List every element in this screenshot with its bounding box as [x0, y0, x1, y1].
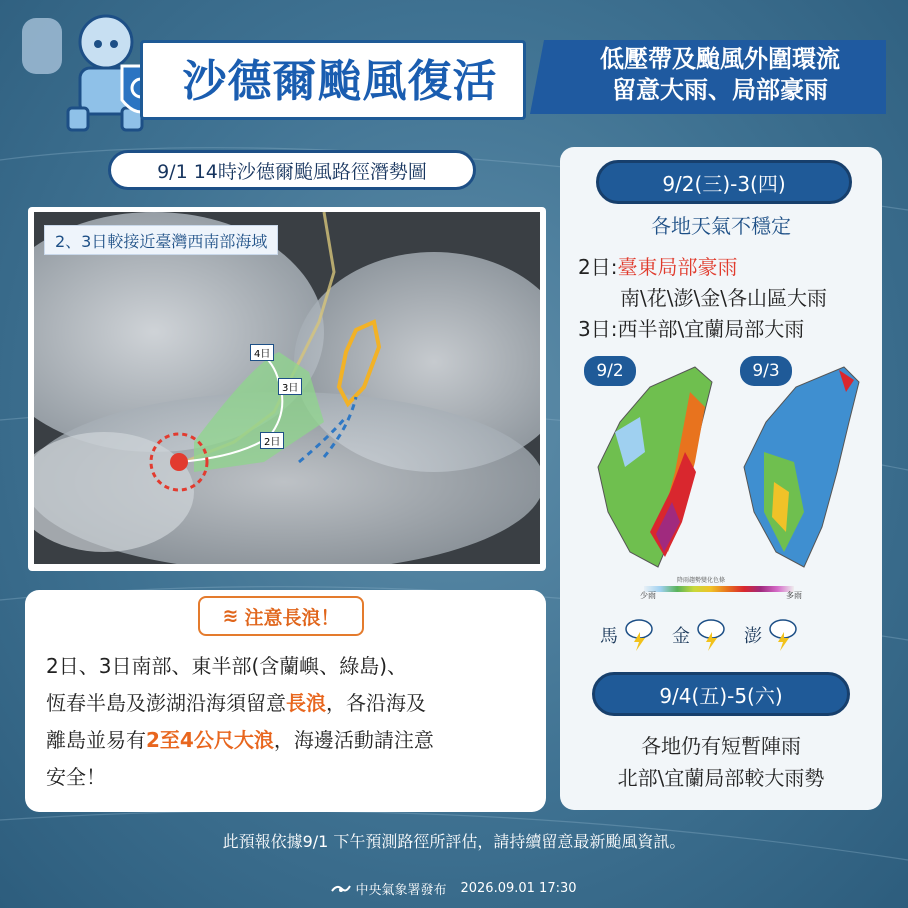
wave-line3 — [46, 722, 536, 759]
island-penghu: 澎 — [744, 626, 762, 647]
issuer-line — [0, 879, 908, 898]
wave-line1: 2日、3日南部、東半部(含蘭嶼、綠島)、 — [46, 654, 408, 678]
rain-map-date-1: 9/2 — [584, 356, 636, 386]
day2-label: 2日: — [578, 255, 618, 279]
track-point-3: 3日 — [278, 378, 302, 395]
track-point-2: 2日 — [260, 432, 284, 449]
island-weather — [600, 612, 840, 658]
island-matsu: 馬 — [600, 626, 618, 647]
wave-icon: ≋ — [222, 605, 239, 627]
wave-line2-a: 恆春半島及澎湖沿海須留意 — [46, 691, 286, 715]
period2-line2: 北部\宜蘭局部較大雨勢 — [617, 766, 825, 790]
wave-line2 — [46, 685, 536, 722]
wave-warning-badge — [198, 596, 364, 636]
island-kinmen: 金 — [672, 626, 690, 647]
thunderstorm-icon — [696, 618, 726, 652]
wave-line3-highlight: 2至4公尺大浪 — [146, 728, 274, 752]
rain-legend-bar — [644, 586, 794, 592]
issue-datetime: 2026.09.01 17:30 — [460, 881, 577, 896]
rain-map-9-2 — [590, 362, 720, 577]
period2-line1: 各地仍有短暫陣雨 — [641, 734, 801, 758]
legend-low: 少雨 — [640, 591, 656, 600]
wave-line4: 安全！ — [46, 765, 106, 789]
day2-rest: 南\花\澎\金\各山區大雨 — [620, 286, 827, 310]
footnote: 此預報依據9/1 下午預測路徑所評估，請持續留意最新颱風資訊。 — [222, 832, 686, 851]
rain-map-9-3 — [734, 362, 864, 577]
daily-forecast — [578, 252, 878, 345]
map-label: 9/1 14時沙德爾颱風路徑潛勢圖 — [108, 150, 476, 190]
map-caption: 2、3日較接近臺灣西南部海域 — [44, 225, 278, 255]
track-point-4: 4日 — [250, 344, 274, 361]
day2-heavy-rain: 臺東局部豪雨 — [617, 255, 738, 279]
wave-line3-b: ，海邊活動請注意 — [273, 728, 434, 752]
legend-high: 多雨 — [786, 591, 802, 600]
thunderstorm-icon — [624, 618, 654, 652]
period2-pill: 9/4(五)-5(六) — [592, 672, 850, 716]
page-title: 沙德爾颱風復活 — [182, 56, 498, 107]
subtitle-line1: 低壓帶及颱風外圍環流 — [600, 45, 840, 73]
subtitle-line2: 留意大雨、局部豪雨 — [612, 76, 828, 104]
issuer-name: 中央氣象署發布 — [355, 883, 447, 898]
wave-line2-b: ，各沿海及 — [326, 691, 426, 715]
wave-line2-highlight: 長浪 — [286, 691, 326, 715]
day3-line: 3日:西半部\宜蘭局部大雨 — [578, 317, 805, 341]
thunderstorm-icon — [768, 618, 798, 652]
wave-warning-text — [46, 648, 536, 796]
legend-title: 降雨趨勢變化色條 — [677, 577, 726, 584]
cwa-logo-icon — [331, 882, 351, 896]
wave-line3-a: 離島並易有 — [46, 728, 146, 752]
rain-map-date-2: 9/3 — [740, 356, 792, 386]
period2-forecast — [560, 730, 882, 794]
subtitle — [560, 44, 880, 110]
unstable-text: 各地天氣不穩定 — [651, 214, 791, 238]
period1-pill: 9/2(三)-3(四) — [596, 160, 852, 204]
wave-badge-label: 注意長浪！ — [244, 606, 340, 629]
day2-line — [578, 252, 878, 283]
